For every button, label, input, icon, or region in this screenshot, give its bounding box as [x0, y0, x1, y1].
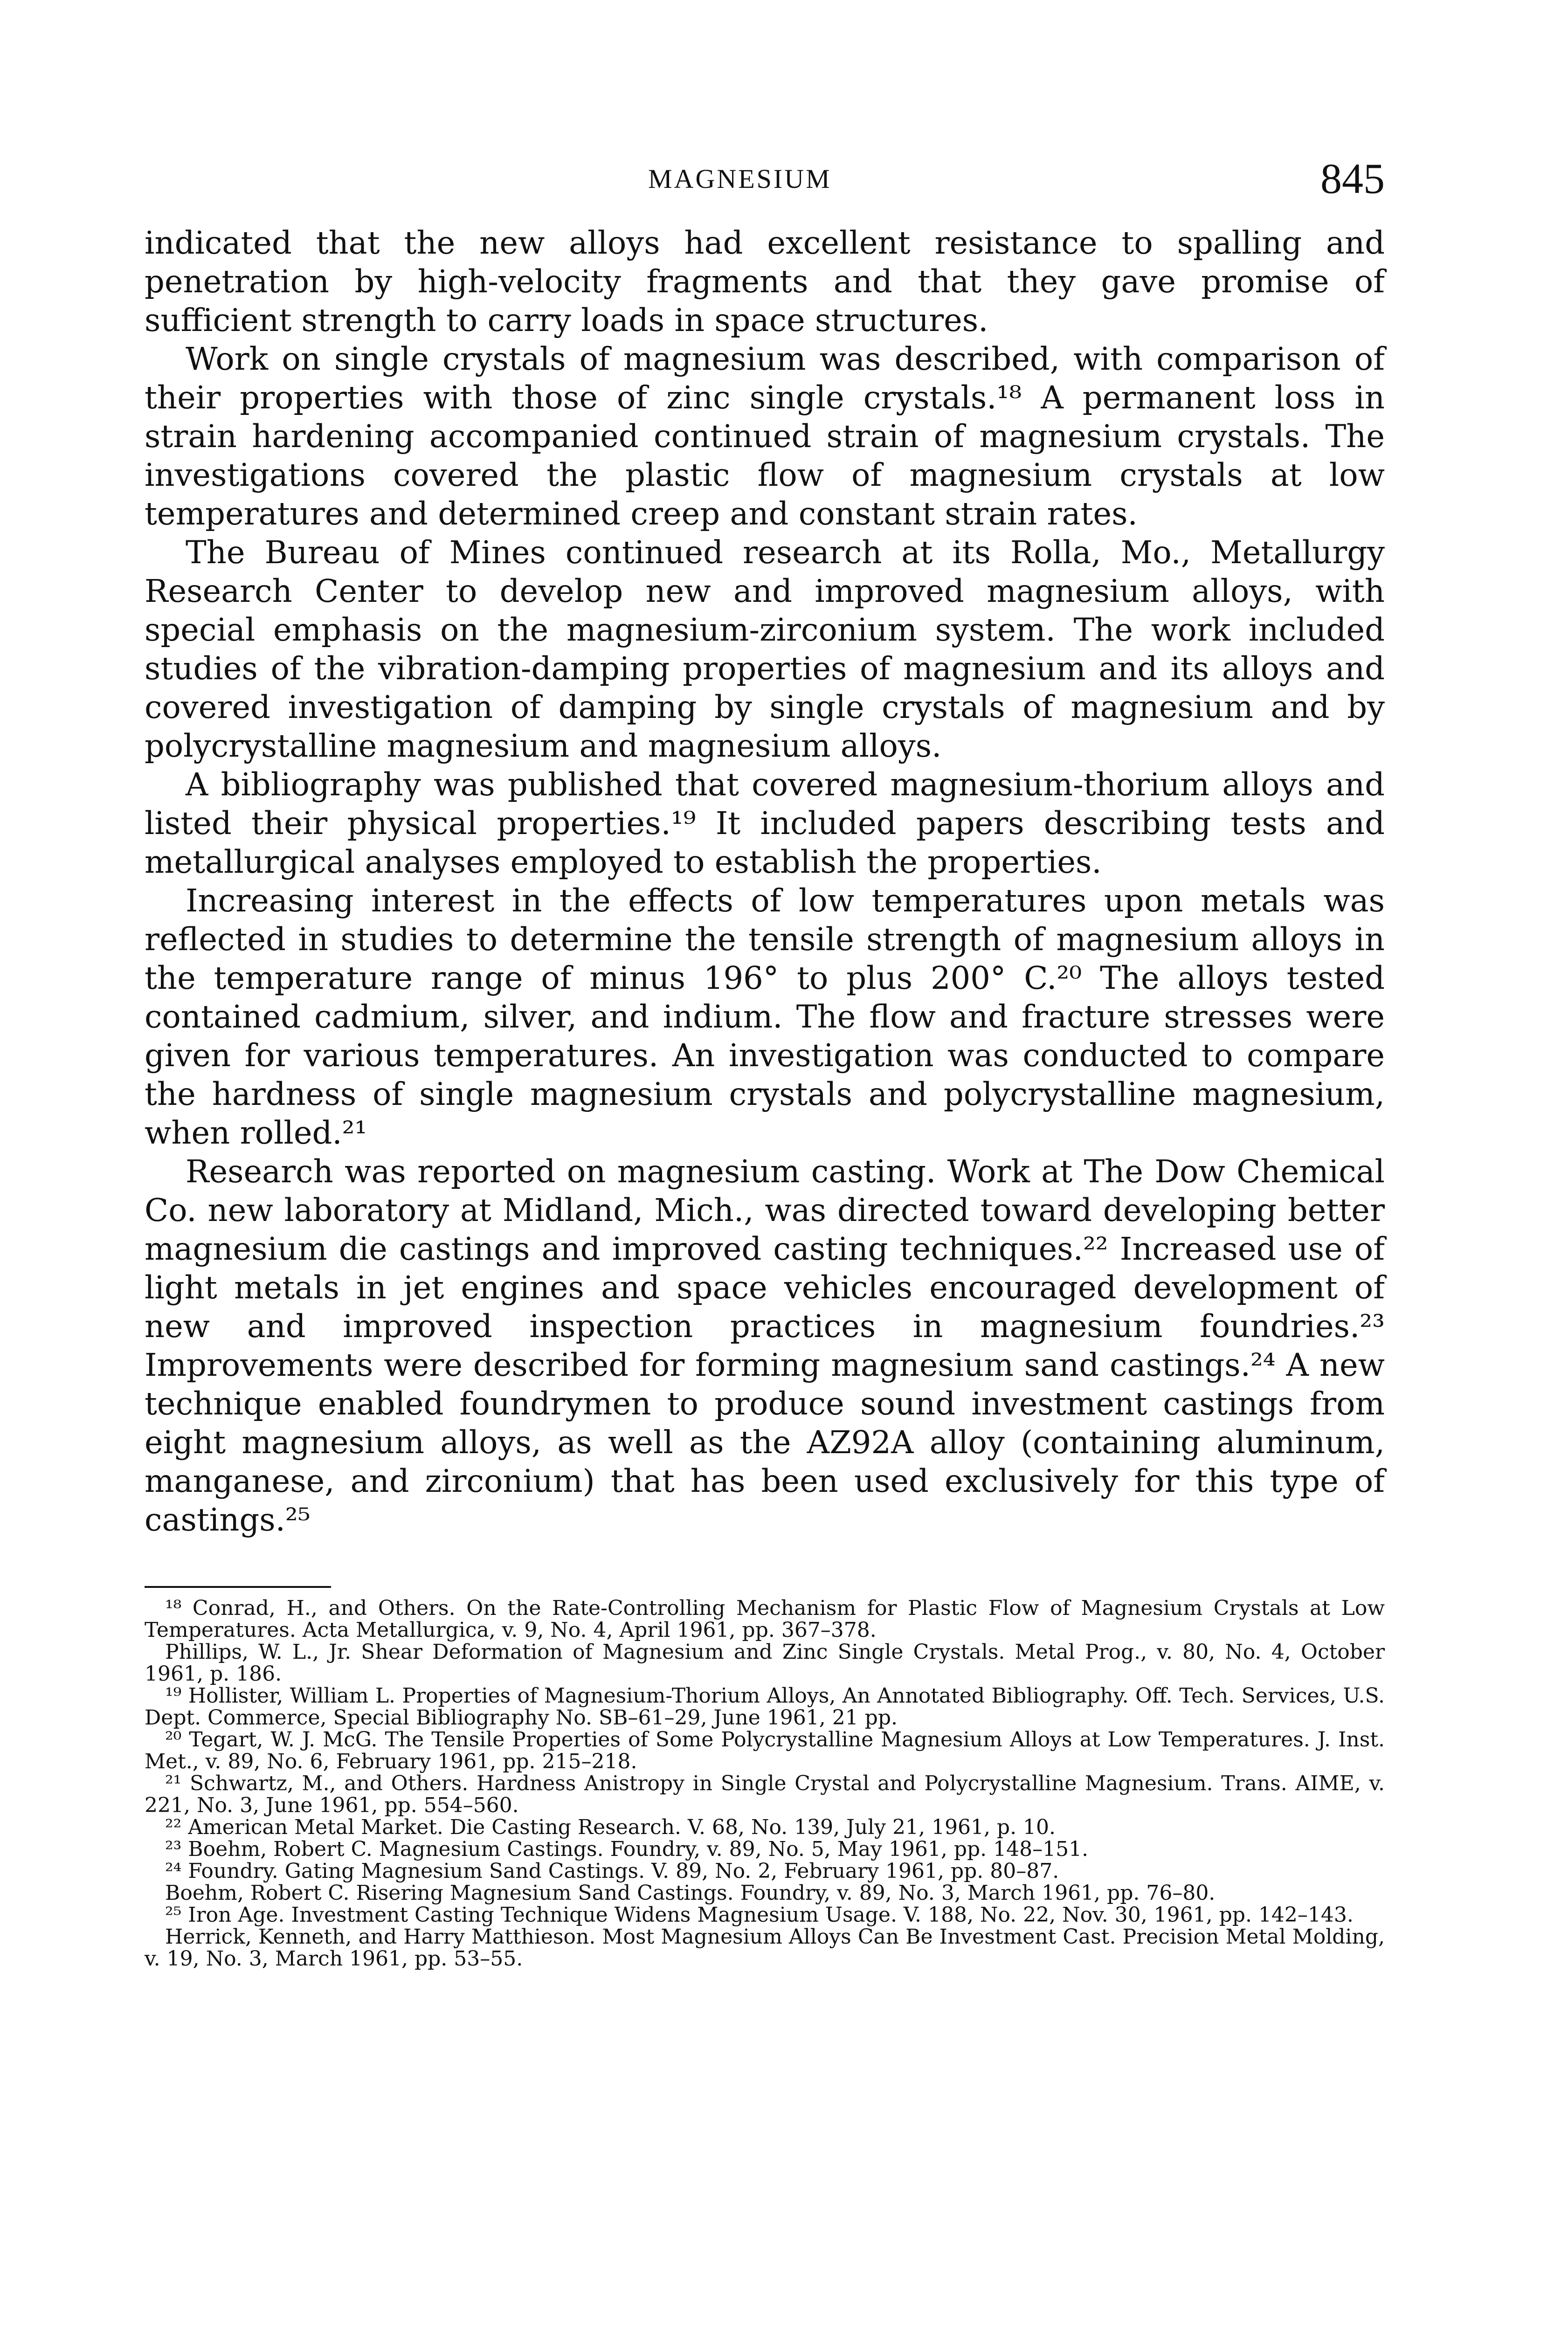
- footnote: ¹⁸ Conrad, H., and Others. On the Rate-Controlling Mechanism for Plastic Flow of Magnesium Crystals at Low Temperatures. Acta Metallurgica, v. 9, No. 4, April 1961, pp. 367–378.: [145, 1596, 1385, 1642]
- paragraph: A bibliography was published that covered magnesium-thorium alloys and listed their physical properties.¹⁹ It included papers describing tests and metallurgical analyses employed to establish the properties.: [145, 766, 1385, 880]
- paragraph: indicated that the new alloys had excellent resistance to spalling and penetration by high-velocity fragments and that they gave promise of sufficient strength to carry loads in space structures.: [145, 225, 1385, 338]
- footnote: Herrick, Kenneth, and Harry Matthieson. Most Magnesium Alloys Can Be Investment Cast. Precision Metal Molding, v. 19, No. 3, March 1961, pp. 53–55.: [145, 1925, 1385, 1971]
- body-text: [145, 224, 1385, 1539]
- paragraph: Research was reported on magnesium casting. Work at The Dow Chemical Co. new laboratory at Midland, Mich., was directed toward developing better magnesium die castings and improved casting techniques.²² Increased use of light metals in jet engines and space vehicles encouraged development of new and improved inspection practices in magnesium foundries.²³ Improvements were described for forming magnesium sand castings.²⁴ A new technique enabled foundrymen to produce sound investment castings from eight magnesium alloys, as well as the AZ92A alloy (containing aluminum, manganese, and zirconium) that has been used exclusively for this type of castings.²⁵: [145, 1153, 1385, 1538]
- footnote: ²⁰ Tegart, W. J. McG. The Tensile Properties of Some Polycrystalline Magnesium Alloys at Low Temperatures. J. Inst. Met., v. 89, No. 6, February 1961, pp. 215–218.: [145, 1728, 1385, 1773]
- footnote: ²² American Metal Market. Die Casting Research. V. 68, No. 139, July 21, 1961, p. 10.: [165, 1815, 1056, 1839]
- footnote: ²¹ Schwartz, M., and Others. Hardness Anistropy in Single Crystal and Polycrystalline Magnesium. Trans. AIME, v. 221, No. 3, June 1961, pp. 554–560.: [145, 1772, 1385, 1817]
- footnote: ²⁵ Iron Age. Investment Casting Technique Widens Magnesium Usage. V. 188, No. 22, Nov. 30, 1961, pp. 142–143.: [165, 1903, 1354, 1927]
- page-number: 845: [1320, 155, 1385, 202]
- footnote: Phillips, W. L., Jr. Shear Deformation of Magnesium and Zinc Single Crystals. Metal Prog., v. 80, No. 4, October 1961, p. 186.: [145, 1640, 1385, 1686]
- paragraph: The Bureau of Mines continued research at its Rolla, Mo., Metallurgy Research Center to develop new and improved magnesium alloys, with special emphasis on the magnesium-zirconium system. The work included studies of the vibration-damping properties of magnesium and its alloys and covered investigation of damping by single crystals of magnesium and by polycrystalline magnesium and magnesium alloys.: [145, 534, 1385, 764]
- footnotes: [145, 1597, 1385, 1970]
- page-header: [145, 154, 1385, 210]
- paragraph: Work on single crystals of magnesium was described, with comparison of their properties with those of zinc single crystals.¹⁸ A permanent loss in strain hardening accompanied continued strain of magnesium crystals. The investigations covered the plastic flow of magnesium crystals at low temperatures and determined creep and constant strain rates.: [145, 341, 1385, 532]
- footnote: ²³ Boehm, Robert C. Magnesium Castings. Foundry, v. 89, No. 5, May 1961, pp. 148–151.: [165, 1837, 1089, 1861]
- running-head: MAGNESIUM: [648, 164, 832, 194]
- paragraph: Increasing interest in the effects of low temperatures upon metals was reflected in studies to determine the tensile strength of magnesium alloys in the temperature range of minus 196° to plus 200° C.²⁰ The alloys tested contained cadmium, silver, and indium. The flow and fracture stresses were given for various temperatures. An investigation was conducted to compare the hardness of single magnesium crystals and polycrystalline magnesium, when rolled.²¹: [145, 883, 1385, 1151]
- footnote: ²⁴ Foundry. Gating Magnesium Sand Castings. V. 89, No. 2, February 1961, pp. 80–87.: [165, 1859, 1059, 1883]
- footnote: ¹⁹ Hollister, William L. Properties of Magnesium-Thorium Alloys, An Annotated Bibliography. Off. Tech. Services, U.S. Dept. Commerce, Special Bibliography No. SB–61–29, June 1961, 21 pp.: [145, 1684, 1385, 1730]
- footnote-divider: [145, 1586, 331, 1588]
- document-page: [145, 154, 1385, 1970]
- footnote: Boehm, Robert C. Risering Magnesium Sand Castings. Foundry, v. 89, No. 3, March 1961, pp. 76–80.: [165, 1881, 1216, 1905]
